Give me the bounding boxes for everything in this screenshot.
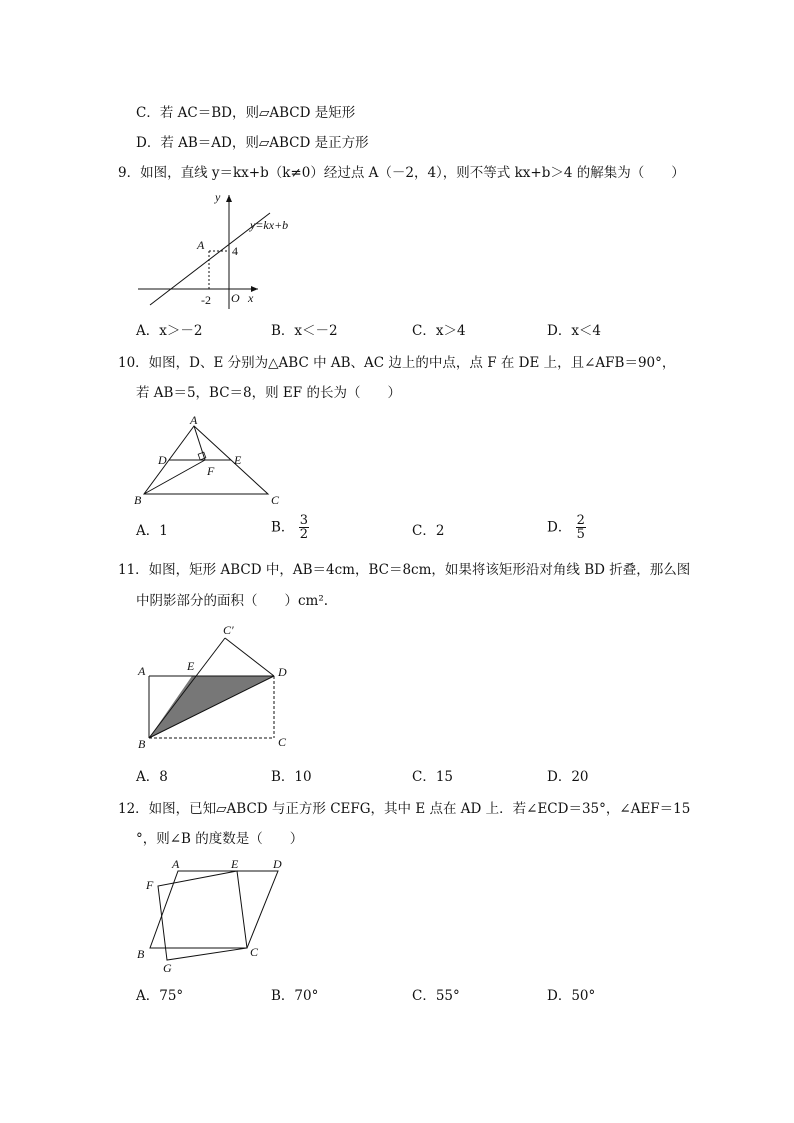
q12-option-a[interactable]: A．75° [136,988,184,1004]
q10-stem-line2: 若 AB＝5，BC＝8，则 EF 的长为（ ） [136,385,401,401]
q9-point-label: A [197,238,205,252]
q11-label-e: E [187,659,195,673]
q12-option-c[interactable]: C．55° [412,988,460,1004]
q10-option-d[interactable] [547,514,586,541]
q9-line-label: y=kx+b [250,218,289,232]
q9-y-label: y [215,190,221,204]
q9-tick-x: -2 [201,293,211,307]
q12-label-d: D [273,857,282,871]
q12-figure [130,856,300,981]
q9-option-b[interactable]: B．x＜－2 [271,323,338,339]
q12-label-b: B [137,947,145,961]
q10-option-b[interactable] [271,514,309,541]
q11-label-d: D [278,665,287,679]
q10-label-b: B [134,493,142,507]
q9-tick-y: 4 [232,244,238,258]
q9-x-label: x [248,291,254,305]
q11-figure [130,618,300,753]
q10-label-a: A [190,413,198,427]
q11-stem-line2: 中阴影部分的面积（ ）cm². [136,593,329,609]
q10-option-b-numerator: 3 [299,513,308,528]
q12-stem-line2: °，则∠B 的度数是（ ） [136,831,304,847]
q12-stem-line1: 12．如图，已知▱ABCD 与正方形 CEFG，其中 E 点在 AD 上．若∠ECD＝35°，∠AEF＝15 [118,801,691,817]
q11-option-a[interactable]: A．8 [136,769,168,785]
q10-option-d-numerator: 2 [576,513,585,528]
q9-option-c[interactable]: C．x＞4 [412,323,466,339]
q9-option-a[interactable]: A．x＞－2 [136,323,203,339]
q12-label-a: A [172,857,180,871]
q10-option-b-fraction [299,514,309,541]
q10-stem-line1: 10．如图，D、E 分别为△ABC 中 AB、AC 边上的中点，点 F 在 DE 上，且∠AFB＝90°， [118,355,676,371]
q12-label-g: G [163,961,172,975]
q10-label-e: E [234,453,242,467]
q12-label-f: F [146,878,154,892]
q10-label-d: D [158,453,167,467]
q10-option-d-prefix: D． [547,519,572,536]
q11-option-c[interactable]: C．15 [412,769,454,785]
q10-figure [130,412,290,512]
q12-parallelogram-abcd [150,871,278,948]
q12-square-cefg [158,871,247,960]
q10-segment-bf [144,460,205,494]
q11-label-b: B [138,737,146,751]
q10-option-c[interactable]: C．2 [412,523,445,539]
q10-option-b-prefix: B． [271,519,295,536]
q8-option-c: C．若 AC＝BD，则▱ABCD 是矩形 [136,105,356,121]
q9-origin-label: O [231,291,240,305]
q11-label-a: A [138,664,146,678]
q8-option-d: D．若 AB＝AD，则▱ABCD 是正方形 [136,135,369,151]
q9-y-arrow-icon [226,195,232,202]
q9-figure [130,185,310,315]
q10-option-a[interactable]: A．1 [136,523,168,539]
q11-option-b[interactable]: B．10 [271,769,312,785]
q12-label-c: C [250,945,259,959]
q11-segment-c-prime-d [225,638,274,676]
q10-option-d-fraction [576,514,586,541]
q11-stem-line1: 11．如图，矩形 ABCD 中，AB＝4cm，BC＝8cm，如果将该矩形沿对角线 BD 折叠，那么图 [118,562,691,578]
q9-stem: 9．如图，直线 y＝kx+b（k≠0）经过点 A（－2，4），则不等式 kx+b＞4 的解集为（ ） [118,165,685,181]
q12-option-b[interactable]: B．70° [271,988,319,1004]
q10-label-f: F [207,464,215,478]
q12-label-e: E [231,857,239,871]
q12-option-d[interactable]: D．50° [547,988,596,1004]
q11-label-c: C [278,735,287,749]
q10-label-c: C [271,493,280,507]
q9-option-d[interactable]: D．x＜4 [547,323,602,339]
q11-option-d[interactable]: D．20 [547,769,589,785]
q11-label-c-prime: C′ [223,623,234,637]
q10-option-d-denominator: 5 [576,527,585,542]
q10-option-b-denominator: 2 [299,527,308,542]
